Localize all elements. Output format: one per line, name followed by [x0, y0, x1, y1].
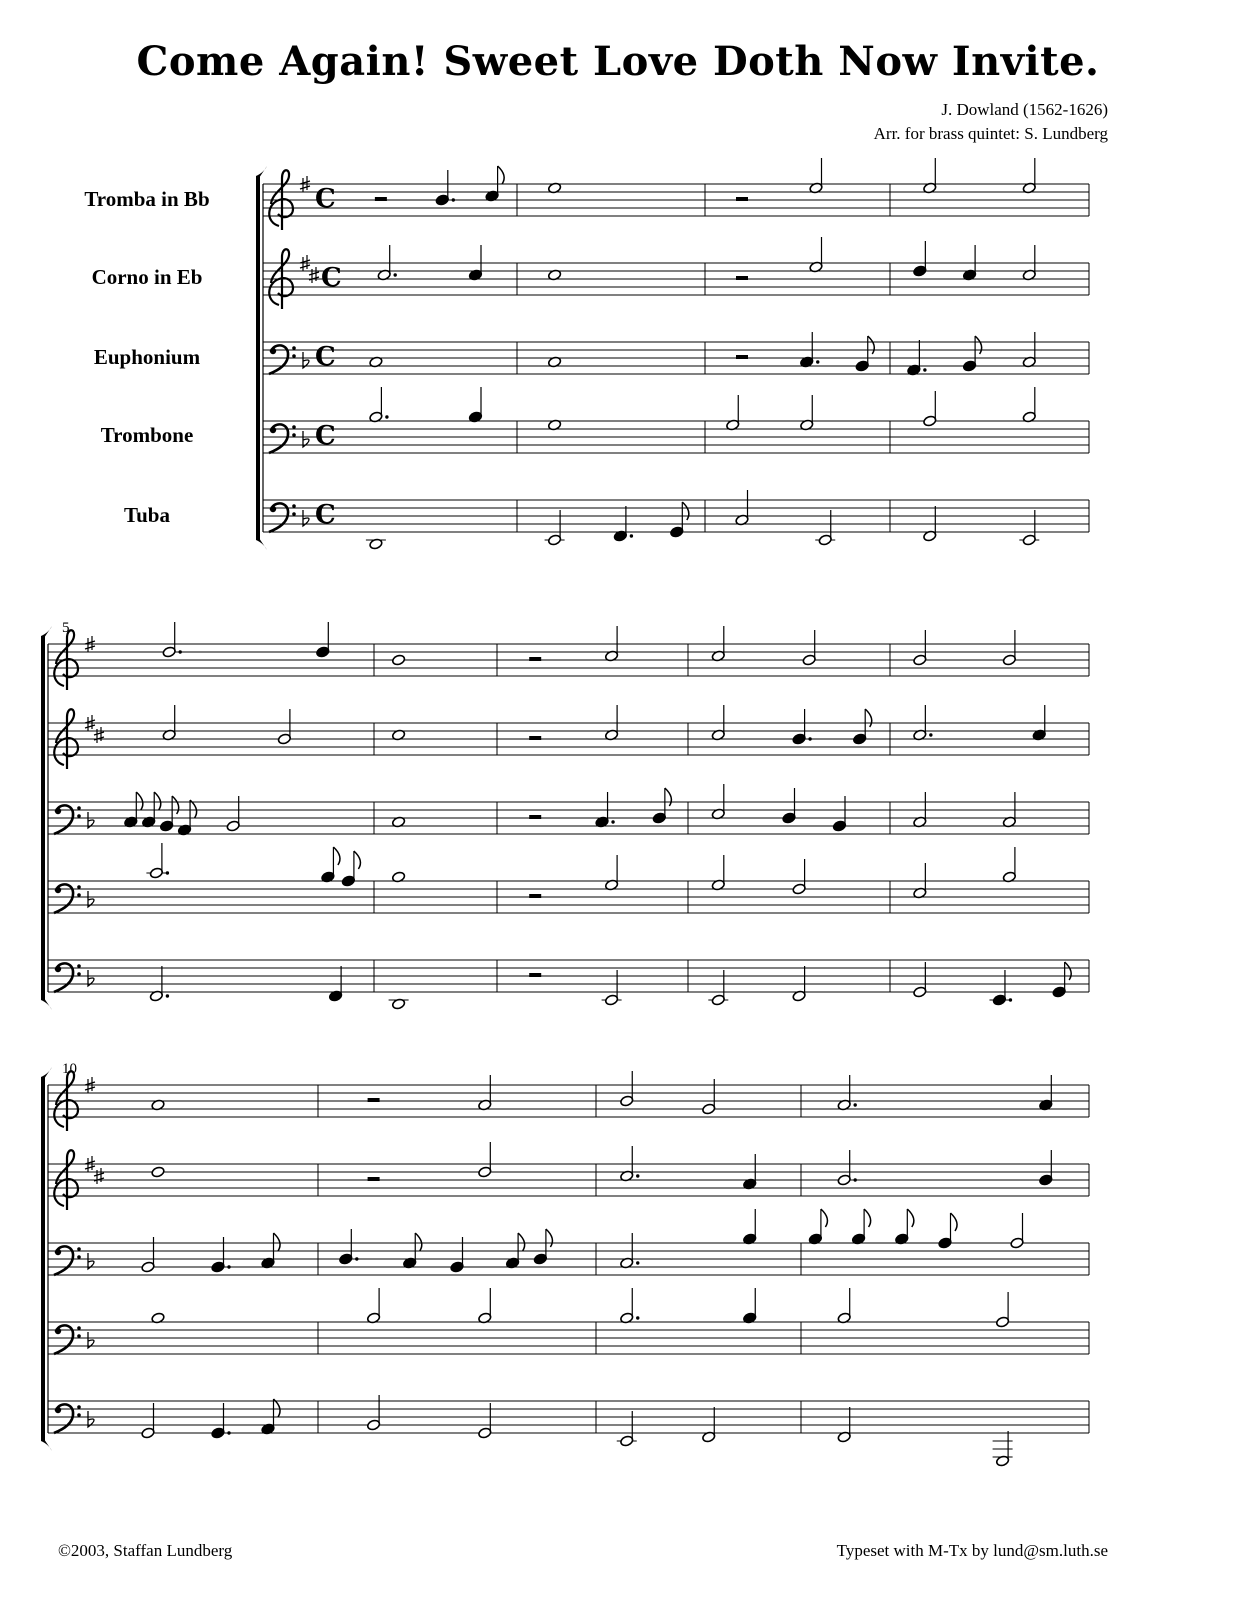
composer-credit: J. Dowland (1562-1626) [941, 100, 1108, 119]
bass-clef-dot [292, 346, 296, 350]
staff [48, 960, 1089, 1010]
instrument-name-tromba: Tromba in Bb [84, 187, 210, 211]
note-dot [636, 1316, 639, 1319]
eighth-flag [865, 709, 872, 727]
note-dot [166, 994, 169, 997]
eighth-flag [333, 847, 340, 865]
bass-clef-dot [77, 1405, 81, 1409]
measure-number: 10 [62, 1061, 77, 1077]
eighth-flag [864, 1209, 871, 1227]
sharp-icon [94, 1168, 104, 1184]
bass-clef-dot [77, 814, 81, 818]
note-dot [355, 1257, 358, 1260]
eighth-flag [190, 800, 197, 818]
common-time-icon: C [321, 263, 342, 293]
bass-clef-dot [292, 425, 296, 429]
eighth-flag [518, 1233, 525, 1251]
half-rest-icon [736, 355, 748, 359]
note-dot [636, 1174, 639, 1177]
note-dot [227, 1431, 230, 1434]
note-head [392, 654, 406, 666]
eighth-flag [1065, 962, 1072, 980]
note-dot [923, 368, 926, 371]
half-rest-icon [736, 276, 748, 280]
bass-clef-dot [77, 1255, 81, 1259]
bass-clef-dot [292, 354, 296, 358]
system-bracket-bar [41, 1077, 45, 1441]
common-time-icon: C [315, 500, 336, 530]
eighth-flag [682, 502, 689, 520]
note-dot [385, 415, 388, 418]
bass-clef-dot [77, 885, 81, 889]
bass-clef-dot [77, 893, 81, 897]
treble-clef-icon [54, 709, 78, 769]
eighth-flag [907, 1209, 914, 1227]
system-bracket-bar [256, 176, 260, 540]
eighth-flag [415, 1233, 422, 1251]
bass-clef-dot [55, 1328, 61, 1334]
staff [48, 784, 1089, 836]
staff [263, 237, 1089, 309]
note-dot [929, 733, 932, 736]
bass-clef-dot [55, 1407, 61, 1413]
treble-clef-icon [269, 249, 293, 309]
treble-clef-icon [54, 1071, 78, 1131]
bass-clef-dot [77, 1413, 81, 1417]
bass-clef-dot [270, 506, 276, 512]
score-system [256, 158, 1089, 550]
score-system [41, 1061, 1089, 1467]
eighth-flag [154, 792, 161, 810]
eighth-flag [975, 336, 982, 354]
note-dot [1009, 998, 1012, 1001]
half-rest-icon [529, 657, 541, 661]
bass-clef-dot [55, 808, 61, 814]
bass-clef-dot [55, 887, 61, 893]
copyright-notice: ©2003, Staffan Lundberg [58, 1541, 233, 1560]
note-dot [227, 1265, 230, 1268]
note-dot [452, 198, 455, 201]
note-dot [630, 534, 633, 537]
bass-clef-dot [77, 1247, 81, 1251]
treble-clef-icon [54, 1150, 78, 1210]
treble-clef-icon [54, 630, 78, 690]
eighth-flag [172, 796, 179, 814]
half-rest-icon [529, 973, 541, 977]
eighth-flag [498, 166, 505, 184]
note-dot [611, 820, 614, 823]
staff [263, 332, 1089, 376]
eighth-flag [274, 1233, 281, 1251]
half-rest-icon [529, 894, 541, 898]
note-dot [808, 737, 811, 740]
bass-clef-dot [292, 504, 296, 508]
staff [48, 1288, 1089, 1354]
bass-clef-dot [270, 427, 276, 433]
staff [263, 158, 1089, 230]
common-time-icon: C [315, 184, 336, 214]
eighth-flag [136, 792, 143, 810]
treble-clef-icon [269, 170, 293, 230]
half-rest-icon [375, 197, 387, 201]
note-dot [166, 871, 169, 874]
measure-number: 5 [62, 620, 70, 636]
bass-clef-dot [77, 972, 81, 976]
sharp-icon [94, 727, 104, 743]
page-title: Come Again! Sweet Love Doth Now Invite. [136, 38, 1100, 85]
eighth-flag [868, 336, 875, 354]
score-system [41, 620, 1089, 1010]
note-dot [816, 360, 819, 363]
note-dot [854, 1178, 857, 1181]
staff [48, 1209, 1089, 1275]
instrument-name-corno: Corno in Eb [91, 265, 203, 289]
note-head [151, 1166, 165, 1178]
bass-clef-dot [292, 512, 296, 516]
note-dot [179, 650, 182, 653]
note-dot [854, 1103, 857, 1106]
eighth-flag [546, 1229, 553, 1247]
common-time-icon: C [315, 342, 336, 372]
eighth-flag [665, 788, 672, 806]
staff [48, 1395, 1089, 1467]
instrument-name-tuba: Tuba [124, 503, 170, 527]
sharp-icon [309, 267, 319, 283]
staff [48, 1142, 1089, 1210]
arranger-credit: Arr. for brass quintet: S. Lundberg [873, 124, 1108, 143]
common-time-icon: C [315, 421, 336, 451]
staff [48, 622, 1089, 690]
bass-clef-dot [55, 966, 61, 972]
staff [263, 387, 1089, 453]
half-rest-icon [529, 815, 541, 819]
bass-clef-dot [292, 433, 296, 437]
staff [48, 705, 1089, 769]
bass-clef-dot [77, 1334, 81, 1338]
eighth-flag [274, 1399, 281, 1417]
note-dot [394, 273, 397, 276]
bass-clef-dot [55, 1249, 61, 1255]
typeset-credit: Typeset with M-Tx by lund@sm.luth.se [836, 1541, 1108, 1560]
bass-clef-dot [270, 348, 276, 354]
eighth-flag [951, 1213, 958, 1231]
bass-clef-dot [77, 964, 81, 968]
half-rest-icon [368, 1177, 380, 1181]
staff [48, 843, 1089, 913]
half-rest-icon [368, 1098, 380, 1102]
bass-clef-dot [77, 1326, 81, 1330]
staff [48, 1071, 1089, 1131]
half-rest-icon [529, 736, 541, 740]
bass-clef-dot [77, 806, 81, 810]
eighth-flag [354, 851, 361, 869]
eighth-flag [821, 1209, 828, 1227]
half-rest-icon [736, 197, 748, 201]
instrument-name-trombone: Trombone [100, 423, 194, 447]
system-bracket-bar [41, 636, 45, 1000]
instrument-name-euphonium: Euphonium [93, 345, 201, 369]
note-dot [636, 1261, 639, 1264]
staff [263, 490, 1089, 550]
